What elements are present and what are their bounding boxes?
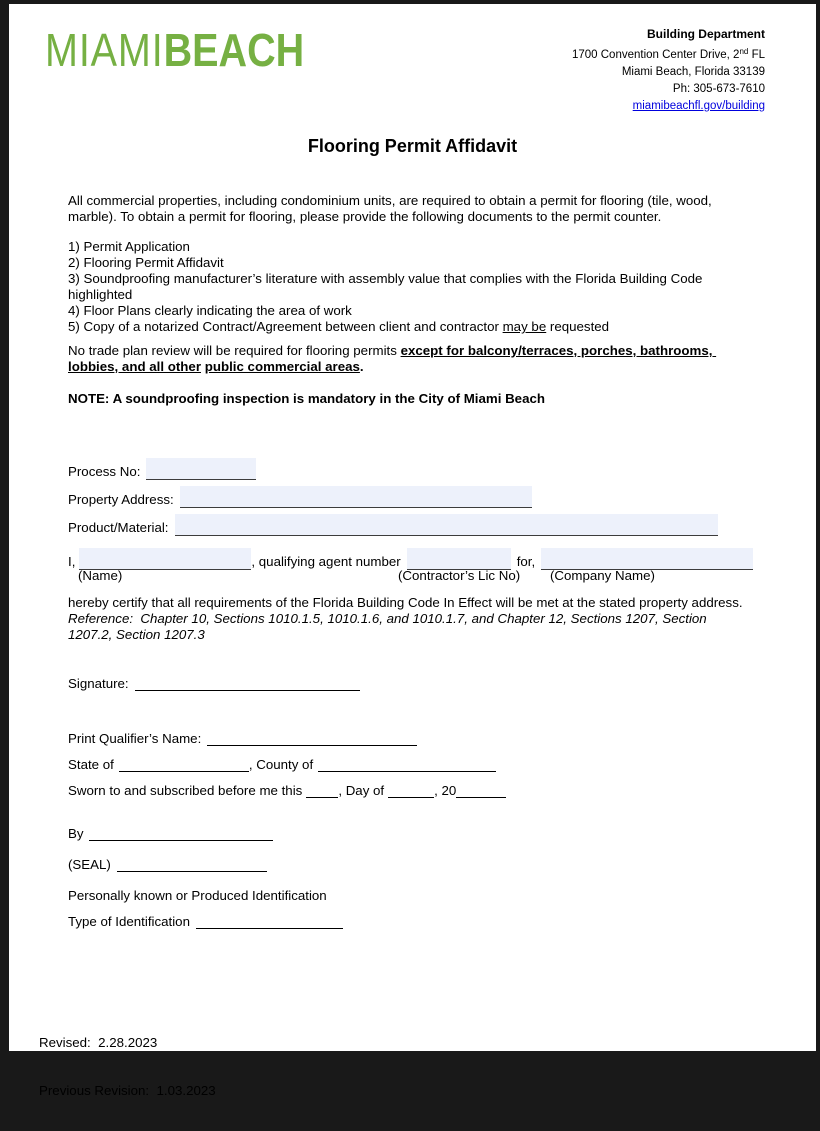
website-link[interactable]: miamibeachfl.gov/building xyxy=(632,100,765,112)
address-line-1: 1700 Convention Center Drive, 2nd FL xyxy=(571,47,765,61)
code-reference: Reference: Chapter 10, Sections 1010.1.5, 1010.1.6, and 1010.1.7, and Chapter 12, Sections 1207, Section 1207.2, Section 1207.3 xyxy=(68,611,711,642)
exception-emphasis-2: public commercial areas xyxy=(204,359,360,374)
year-line[interactable] xyxy=(456,785,506,798)
property-address-label: Property Address: xyxy=(68,492,174,507)
department-address-block xyxy=(572,26,765,115)
print-name-row xyxy=(68,731,744,747)
day-of-label: , Day of xyxy=(338,783,385,798)
sworn-row xyxy=(68,783,744,799)
intro-paragraph: All commercial properties, including condominium units, are required to obtain a permit for flooring (tile, wood, marble). To obtain a permit for flooring, please provide the following documents to the permit counter. xyxy=(68,193,712,224)
county-line[interactable] xyxy=(318,759,496,772)
product-material-label: Product/Material: xyxy=(68,520,169,535)
qualifier-name-field[interactable] xyxy=(79,548,251,570)
requirement-item: 4) Floor Plans clearly indicating the area of work xyxy=(68,303,352,318)
property-address-row xyxy=(68,486,744,508)
for-label: for, xyxy=(516,554,536,569)
revised-date: Revised: 2.28.2023 xyxy=(39,1035,158,1050)
type-id-row xyxy=(68,914,744,930)
requirement-item: 1) Permit Application xyxy=(68,239,190,254)
seal-line[interactable] xyxy=(117,859,267,872)
personally-known-text: Personally known or Produced Identification xyxy=(68,888,327,903)
print-name-label: Print Qualifier’s Name: xyxy=(68,731,202,746)
by-row xyxy=(68,826,744,842)
requirement-item: 3) Soundproofing manufacturer’s literature with assembly value that complies with the Florida Building Code highlighted xyxy=(68,271,703,302)
sworn-label: Sworn to and subscribed before me this xyxy=(68,783,303,798)
print-name-line[interactable] xyxy=(207,733,417,746)
property-address-field[interactable] xyxy=(180,486,532,508)
ordinal-suffix: nd xyxy=(739,47,749,56)
requirement-item: 2) Flooring Permit Affidavit xyxy=(68,255,224,270)
company-name-caption: (Company Name) xyxy=(550,568,655,583)
name-caption: (Name) xyxy=(78,568,123,583)
revision-footer xyxy=(39,1003,216,1131)
exception-emphasis-1: except for balcony/terraces, porches, bathrooms, lobbies, and all other xyxy=(68,343,717,374)
by-line[interactable] xyxy=(89,828,273,841)
plan-review-paragraph: No trade plan review will be required for flooring permits except for balcony/terraces, porches, bathrooms, lobbies, and all other public commercial areas. xyxy=(68,343,717,374)
signature-row xyxy=(68,676,744,692)
company-name-field[interactable] xyxy=(541,548,753,570)
phone-number: Ph: 305-673-7610 xyxy=(672,83,765,95)
month-line[interactable] xyxy=(388,785,434,798)
may-be-underlined: may be xyxy=(502,319,547,334)
state-label: State of xyxy=(68,757,114,772)
state-line[interactable] xyxy=(119,759,249,772)
seal-label: (SEAL) xyxy=(68,857,111,872)
product-material-row xyxy=(68,514,744,536)
signature-label: Signature: xyxy=(68,676,129,691)
sworn-date-line[interactable] xyxy=(306,785,338,798)
department-name: Building Department xyxy=(646,27,765,41)
seal-row xyxy=(68,857,744,873)
logo-miami-text: MIAMI xyxy=(45,24,164,76)
address-line-2: Miami Beach, Florida 33139 xyxy=(621,66,765,78)
requirements-list xyxy=(68,239,744,335)
type-id-label: Type of Identification xyxy=(68,914,190,929)
i-label: I, xyxy=(68,554,76,569)
miami-beach-logo xyxy=(45,24,305,76)
process-no-row xyxy=(68,458,744,480)
page-title: Flooring Permit Affidavit xyxy=(307,136,518,156)
state-county-row xyxy=(68,757,744,773)
product-material-field[interactable] xyxy=(175,514,718,536)
field-captions-row xyxy=(68,568,744,584)
requirement-item: 5) Copy of a notarized Contract/Agreement between client and contractor may be requested xyxy=(68,319,610,334)
logo-beach-text: BEACH xyxy=(163,24,305,76)
qualifier-statement-row xyxy=(68,548,744,570)
county-label: , County of xyxy=(248,757,314,772)
document-page xyxy=(9,4,816,1098)
process-no-field[interactable] xyxy=(146,458,256,480)
contractor-lic-field[interactable] xyxy=(407,548,511,570)
soundproofing-note: NOTE: A soundproofing inspection is mandatory in the City of Miami Beach xyxy=(68,391,545,406)
signature-line[interactable] xyxy=(135,678,360,691)
previous-revision-date: Previous Revision: 1.03.2023 xyxy=(39,1083,216,1098)
process-no-label: Process No: xyxy=(68,464,141,479)
certify-sentence: hereby certify that all requirements of the Florida Building Code In Effect will be met at the stated property address. xyxy=(68,595,743,610)
by-label: By xyxy=(68,826,84,841)
year-label: , 20 xyxy=(434,783,457,798)
qualifying-agent-label: , qualifying agent number xyxy=(251,554,401,569)
contractor-lic-caption: (Contractor’s Lic No) xyxy=(398,568,521,583)
type-id-line[interactable] xyxy=(196,916,343,929)
